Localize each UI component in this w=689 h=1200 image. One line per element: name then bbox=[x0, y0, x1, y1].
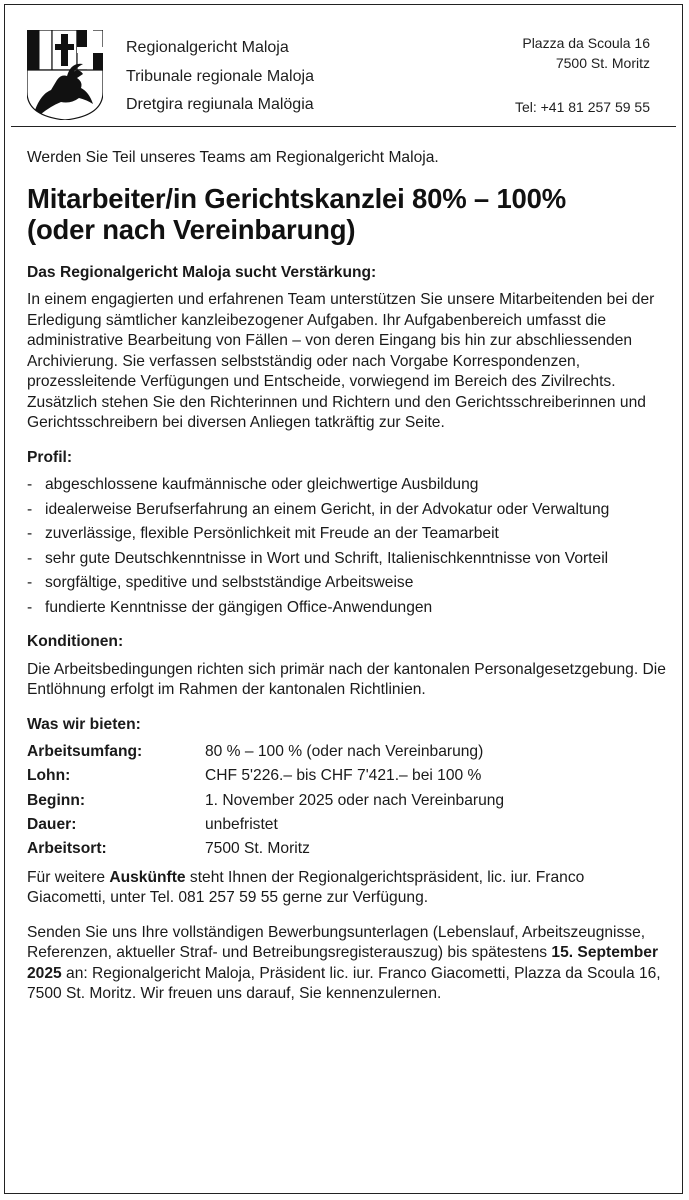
header-divider bbox=[11, 126, 676, 127]
court-name-italian: Tribunale regionale Maloja bbox=[126, 67, 314, 85]
list-item: - abgeschlossene kaufmännische oder gleichwertige Ausbildung bbox=[27, 475, 667, 496]
section-heading-profil: Profil: bbox=[27, 448, 73, 466]
job-title-line-2: (oder nach Vereinbarung) bbox=[27, 213, 356, 245]
terms-row bbox=[27, 766, 667, 787]
court-address bbox=[522, 33, 650, 73]
job-ad-frame bbox=[4, 4, 683, 1194]
court-name-german: Regionalgericht Maloja bbox=[126, 39, 289, 56]
terms-row bbox=[27, 742, 667, 763]
list-item: - fundierte Kenntnisse der gängigen Office-Anwendungen bbox=[27, 598, 667, 619]
application-text-pre: Senden Sie uns Ihre vollständigen Bewerbungsunterlagen (Lebenslauf, Arbeitszeugnisse, Referenzen, aktueller Straf- und Betreibungsregisterauszug) bis spätestens bbox=[27, 923, 646, 962]
terms-label: Arbeitsumfang: bbox=[27, 743, 143, 760]
terms-row bbox=[27, 791, 667, 812]
terms-row bbox=[27, 839, 667, 860]
terms-label: Arbeitsort: bbox=[27, 840, 107, 858]
list-item: - zuverlässige, flexible Persönlichkeit mit Freude an der Teamarbeit bbox=[27, 524, 667, 545]
application-deadline: 15. September 2025 bbox=[27, 944, 659, 982]
address-street: Plazza da Scoula 16 bbox=[522, 35, 650, 51]
profil-list bbox=[27, 475, 667, 618]
list-item: - idealerweise Berufserfahrung an einem Gericht, in der Advokatur oder Verwaltung bbox=[27, 500, 667, 521]
terms-label: Lohn: bbox=[27, 767, 71, 785]
section-text-konditionen: Die Arbeitsbedingungen richten sich primär nach der kantonalen Personalgesetzgebung. Die Entlöhnung erfolgt im Rahmen der kantonalen Richtlinien. bbox=[27, 660, 666, 698]
section-heading-bieten: Was wir bieten: bbox=[27, 715, 141, 733]
graubuenden-coat-of-arms-icon bbox=[27, 30, 103, 120]
job-title-line-1: Mitarbeiter/in Gerichtskanzlei 80% – 100% bbox=[27, 182, 566, 214]
section-text-verstaerkung: In einem engagierten und erfahrenen Team unterstützen Sie unsere Mitarbeitenden bei der Erledigung sämtlicher kanzleibezogener Aufgaben. Ihr Aufgabenbereich umfasst die administrative Bearbeitung von Fällen – von deren Eingang bis hin zur abschliessenden Archivierung. Sie verfassen selbstständig oder nach Vorgabe Korrespondenzen, prozessleitende Verfügungen und Entscheide, vorwiegend im Bereich des Zivilrechts. Zusätzlich stehen Sie den Richterinnen und Richtern und den Gerichtsschreiberinnen und Gerichtsschreibern bei diversen Anliegen tatkräftig zur Seite. bbox=[27, 291, 655, 431]
terms-table bbox=[27, 742, 667, 860]
terms-label: Dauer: bbox=[27, 815, 77, 833]
terms-row bbox=[27, 815, 667, 836]
terms-value: 80 % – 100 % (oder nach Vereinbarung) bbox=[205, 743, 484, 760]
section-heading-verstaerkung: Das Regionalgericht Maloja sucht Verstärkung: bbox=[27, 263, 377, 281]
list-item: - sehr gute Deutschkenntnisse in Wort und Schrift, Italienischkenntnisse von Vorteil bbox=[27, 549, 667, 570]
court-name-romansh: Dretgira regiunala Malögia bbox=[126, 96, 314, 113]
application-text bbox=[27, 923, 667, 1005]
terms-value: unbefristet bbox=[205, 815, 278, 833]
contact-info-text bbox=[27, 868, 667, 909]
terms-value: 7500 St. Moritz bbox=[205, 840, 310, 858]
job-title bbox=[27, 183, 667, 245]
intro-text: Werden Sie Teil unseres Teams am Regionalgericht Maloja. bbox=[27, 149, 439, 166]
contact-text-post: steht Ihnen der Regionalgerichtspräsident, lic. iur. Franco Giacometti, unter Tel. 081 257 59 55 gerne zur Verfügung. bbox=[27, 868, 585, 907]
address-city: 7500 St. Moritz bbox=[555, 55, 650, 71]
terms-value: 1. November 2025 oder nach Vereinbarung bbox=[205, 791, 505, 809]
contact-text-bold: Auskünfte bbox=[109, 868, 186, 886]
ad-content bbox=[27, 148, 667, 1019]
list-item: - sorgfältige, speditive und selbstständige Arbeitsweise bbox=[27, 573, 667, 594]
court-names bbox=[126, 34, 314, 120]
contact-text-pre: Für weitere bbox=[27, 868, 110, 886]
court-phone: Tel: +41 81 257 59 55 bbox=[514, 99, 650, 115]
section-heading-konditionen: Konditionen: bbox=[27, 633, 124, 650]
application-text-post: an: Regionalgericht Maloja, Präsident lic. iur. Franco Giacometti, Plazza da Scoula 16, 7500 St. Moritz. Wir freuen uns darauf, Sie kennenzulernen. bbox=[27, 964, 661, 1003]
terms-value: CHF 5'226.– bis CHF 7'421.– bei 100 % bbox=[205, 767, 482, 785]
terms-label: Beginn: bbox=[27, 791, 86, 809]
